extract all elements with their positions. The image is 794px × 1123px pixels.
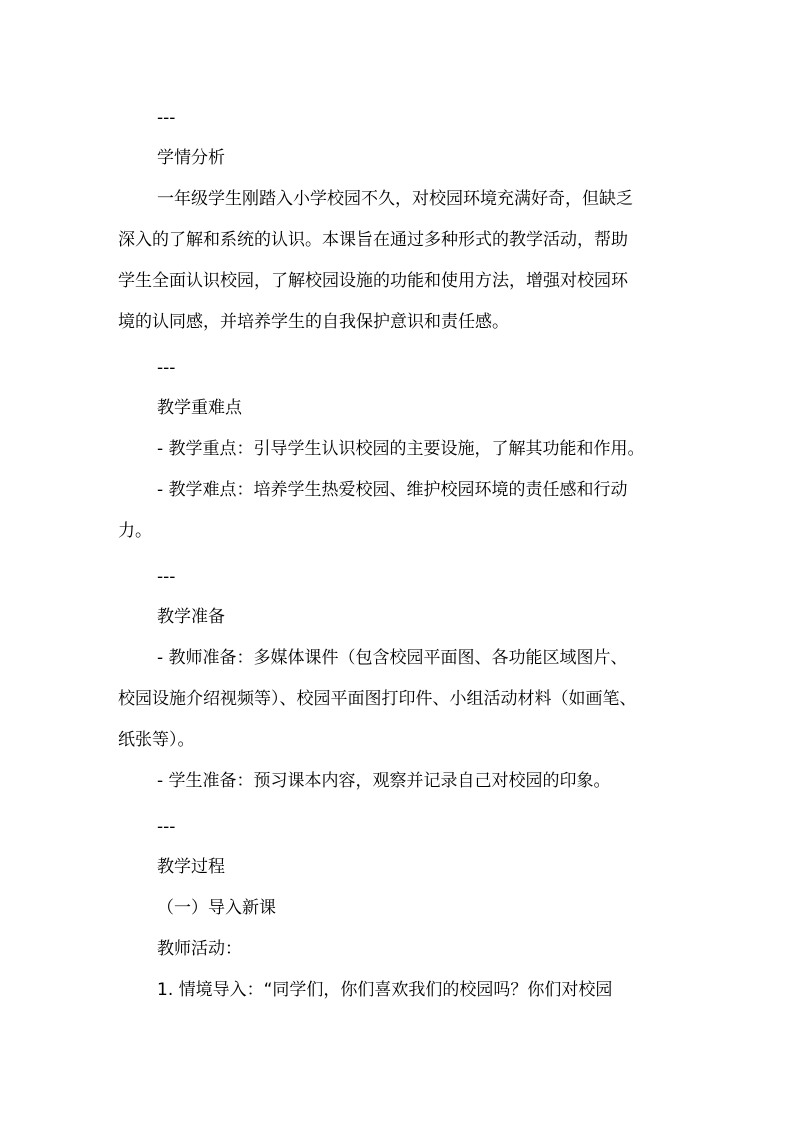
list-item: 1. 情境导入：“同学们，你们喜欢我们的校园吗？你们对校园 <box>157 980 613 1000</box>
teacher-preparation-cont: 纸张等）。 <box>118 730 195 750</box>
key-point-difficulty: - 教学难点：培养学生热爱校园、维护校园环境的责任感和行动 <box>157 480 628 500</box>
paragraph-line: 境的认同感，并培养学生的自我保护意识和责任感。 <box>118 312 509 332</box>
teacher-preparation-cont: 校园设施介绍视频等）、校园平面图打印件、小组活动材料（如画笔、 <box>118 689 637 709</box>
teacher-preparation: - 教师准备：多媒体课件（包含校园平面图、各功能区域图片、 <box>157 648 628 668</box>
subheading-introduction: （一）导入新课 <box>157 898 276 918</box>
heading-student-analysis: 学情分析 <box>157 148 225 168</box>
section-separator: --- <box>157 817 176 837</box>
paragraph-line: 深入的了解和系统的认识。本课旨在通过多种形式的教学活动，帮助 <box>118 230 628 250</box>
student-preparation: - 学生准备：预习课本内容，观察并记录自己对校园的印象。 <box>157 771 611 791</box>
heading-teaching-process: 教学过程 <box>157 857 225 877</box>
section-separator: --- <box>157 108 176 128</box>
teacher-activity-label: 教师活动： <box>157 939 242 959</box>
heading-preparation: 教学准备 <box>157 607 225 627</box>
heading-key-points: 教学重难点 <box>157 398 242 418</box>
section-separator: --- <box>157 567 176 587</box>
section-separator: --- <box>157 358 176 378</box>
key-point-focus: - 教学重点：引导学生认识校园的主要设施，了解其功能和作用。 <box>157 439 645 459</box>
key-point-difficulty-cont: 力。 <box>118 521 152 541</box>
paragraph-line: 一年级学生刚踏入小学校园不久，对校园环境充满好奇，但缺乏 <box>157 189 633 209</box>
paragraph-line: 学生全面认识校园，了解校园设施的功能和使用方法，增强对校园环 <box>118 271 628 291</box>
